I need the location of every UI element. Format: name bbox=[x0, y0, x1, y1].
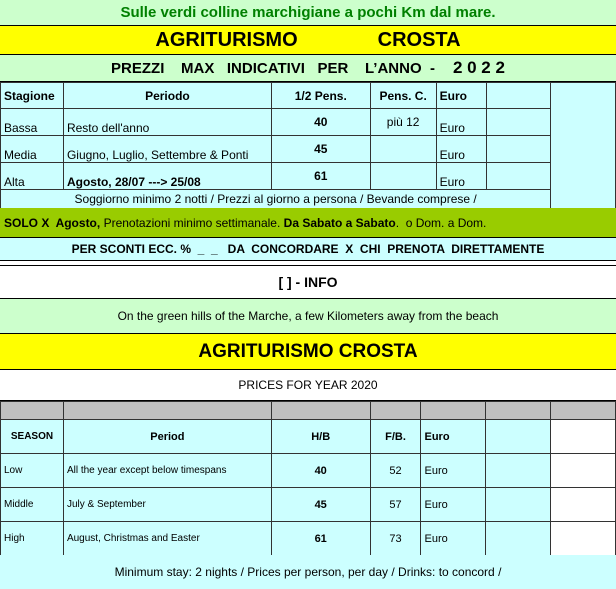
season-cell: Media bbox=[1, 136, 64, 163]
full-board-cell: 52 bbox=[370, 454, 421, 488]
period-cell: July & September bbox=[63, 488, 271, 522]
info-heading-text: [ ] - INFO bbox=[278, 274, 338, 290]
header-fb-en: F/B. bbox=[370, 420, 421, 454]
empty-cell bbox=[486, 454, 551, 488]
table-row bbox=[1, 522, 616, 556]
full-board-cell: 73 bbox=[370, 522, 421, 556]
empty-cell bbox=[486, 83, 551, 109]
empty-cell bbox=[486, 109, 551, 136]
price-table-it bbox=[0, 82, 616, 209]
euro-cell: Euro bbox=[421, 488, 486, 522]
empty-cell bbox=[421, 402, 486, 420]
tagline-it-text: Sulle verdi colline marchigiane a pochi Km dal mare. bbox=[120, 4, 496, 21]
header-euro-en: Euro bbox=[421, 420, 486, 454]
full-board-cell: 57 bbox=[370, 488, 421, 522]
empty-cell bbox=[551, 488, 616, 522]
stay-note-it: Soggiorno minimo 2 notti / Prezzi al giorno a persona / Bevande comprese / bbox=[1, 190, 551, 209]
empty-cell bbox=[551, 83, 616, 209]
empty-cell bbox=[1, 402, 64, 420]
period-cell: All the year except below timespans bbox=[63, 454, 271, 488]
empty-cell bbox=[486, 402, 551, 420]
table-row bbox=[1, 136, 616, 163]
euro-cell: Euro bbox=[436, 136, 486, 163]
stay-note-en bbox=[0, 555, 616, 589]
half-board-cell: 61 bbox=[271, 163, 370, 190]
title-en-text: AGRITURISMO CROSTA bbox=[198, 340, 418, 362]
prices-heading-en-text: PRICES FOR YEAR 2020 bbox=[238, 378, 378, 392]
prices-heading-it-text: PREZZI MAX INDICATIVI PER L’ANNO - bbox=[111, 59, 435, 77]
euro-cell: Euro bbox=[436, 163, 486, 190]
title-en bbox=[0, 334, 616, 370]
title-it bbox=[0, 26, 616, 55]
header-euro: Euro bbox=[436, 83, 486, 109]
empty-cell bbox=[486, 522, 551, 556]
header-season: Stagione bbox=[1, 83, 64, 109]
table-row bbox=[1, 454, 616, 488]
price-table-en bbox=[0, 401, 616, 556]
full-board-cell: più 12 bbox=[370, 109, 436, 136]
table-row bbox=[1, 109, 616, 136]
empty-cell bbox=[486, 163, 551, 190]
august-suffix: . o Dom. a Dom. bbox=[395, 215, 487, 230]
empty-cell bbox=[486, 488, 551, 522]
august-bold: Da Sabato a Sabato bbox=[283, 215, 396, 230]
empty-cell bbox=[271, 402, 370, 420]
season-cell: Middle bbox=[1, 488, 64, 522]
gray-band bbox=[1, 402, 616, 420]
discount-note-text: PER SCONTI ECC. % _ _ DA CONCORDARE X CHI PRENOTA DIRETTAMENTE bbox=[71, 242, 545, 256]
title-it-right: CROSTA bbox=[377, 28, 461, 51]
full-board-cell bbox=[370, 163, 436, 190]
period-cell: Giugno, Luglio, Settembre & Ponti bbox=[63, 136, 271, 163]
period-cell: Resto dell'anno bbox=[63, 109, 271, 136]
empty-cell bbox=[486, 136, 551, 163]
table-row bbox=[1, 163, 616, 190]
august-mid: Prenotazioni minimo settimanale. bbox=[100, 215, 284, 230]
year-it: 2 0 2 2 bbox=[452, 58, 505, 77]
euro-cell: Euro bbox=[436, 109, 486, 136]
header-hb-en: H/B bbox=[271, 420, 370, 454]
empty-cell bbox=[486, 420, 551, 454]
stay-note-en-text: Minimum stay: 2 nights / Prices per person, per day / Drinks: to concord / bbox=[114, 565, 502, 579]
empty-cell bbox=[551, 402, 616, 420]
half-board-cell: 61 bbox=[271, 522, 370, 556]
empty-cell bbox=[370, 402, 421, 420]
tagline-it bbox=[0, 0, 616, 26]
period-cell: August, Christmas and Easter bbox=[63, 522, 271, 556]
august-prefix: SOLO X Agosto, bbox=[4, 215, 101, 230]
euro-cell: Euro bbox=[421, 522, 486, 556]
header-period: Periodo bbox=[63, 83, 271, 109]
table-header-en bbox=[1, 420, 616, 454]
tagline-en-text: On the green hills of the Marche, a few Kilometers away from the beach bbox=[117, 309, 499, 323]
header-season-en: SEASON bbox=[1, 420, 64, 454]
euro-cell: Euro bbox=[421, 454, 486, 488]
header-period-en: Period bbox=[63, 420, 271, 454]
table-row bbox=[1, 488, 616, 522]
empty-cell bbox=[551, 454, 616, 488]
season-cell: Bassa bbox=[1, 109, 64, 136]
full-board-cell bbox=[370, 136, 436, 163]
tagline-en bbox=[0, 299, 616, 334]
header-full-board: Pens. C. bbox=[370, 83, 436, 109]
half-board-cell: 45 bbox=[271, 136, 370, 163]
info-heading bbox=[0, 266, 616, 299]
season-cell: Alta bbox=[1, 163, 64, 190]
empty-cell bbox=[63, 402, 271, 420]
period-cell: Agosto, 28/07 ---> 25/08 bbox=[63, 163, 271, 190]
season-cell: High bbox=[1, 522, 64, 556]
title-it-left: AGRITURISMO bbox=[155, 28, 298, 51]
half-board-cell: 40 bbox=[271, 454, 370, 488]
header-half-board: 1/2 Pens. bbox=[271, 83, 370, 109]
empty-cell bbox=[551, 420, 616, 454]
empty-cell bbox=[551, 522, 616, 556]
prices-heading-en bbox=[0, 370, 616, 401]
prices-heading-it bbox=[0, 55, 616, 82]
discount-note-it bbox=[0, 238, 616, 261]
august-note-it bbox=[0, 208, 616, 238]
table-header-it bbox=[1, 83, 616, 109]
stay-note-row-it bbox=[1, 190, 616, 209]
half-board-cell: 40 bbox=[271, 109, 370, 136]
season-cell: Low bbox=[1, 454, 64, 488]
half-board-cell: 45 bbox=[271, 488, 370, 522]
